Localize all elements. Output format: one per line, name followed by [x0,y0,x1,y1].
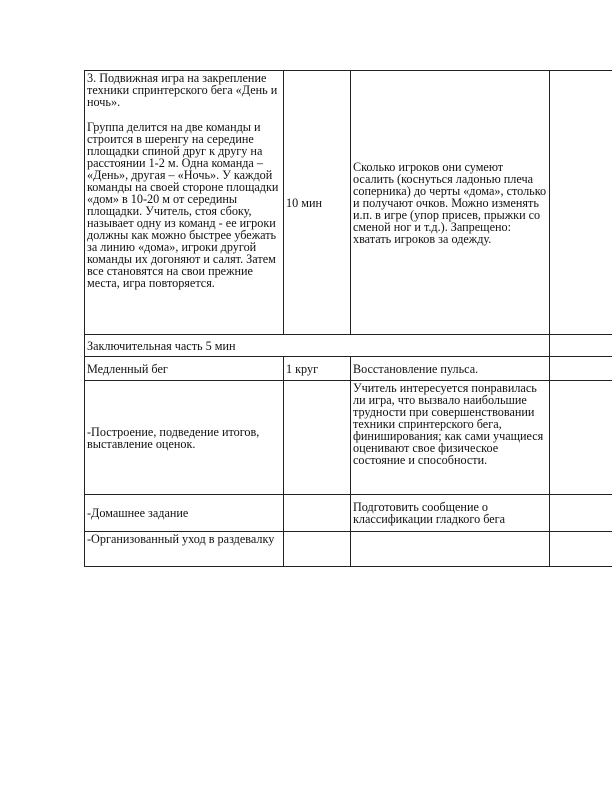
empty-cell [550,357,612,381]
table-row [85,532,612,567]
notes-cell: Восстановление пульса. [351,357,550,381]
empty-cell [550,381,612,495]
activity-cell [85,71,284,335]
notes-cell: Учитель интересуется понравилась ли игра, что вызвало наибольшие трудности при совершенствовании техники спринтерского бега, финиширования; как сами учащиеся оценивают свое физическое состояние и способности. [351,381,550,495]
activity-cell: -Организованный уход в раздевалку [85,532,284,567]
activity-cell: -Построение, подведение итогов, выставление оценок. [85,381,284,495]
section-row [85,335,612,357]
dosage-cell: 1 круг [284,357,351,381]
notes-cell: Сколько игроков они сумеют осалить (коснуться ладонью плеча соперника) до черты «дома», столько и получают очков. Можно изменять и.п. в игре (упор присев, прыжки со сменой ног и т.д.). Запрещено: хватать игроков за одежду. [351,71,550,335]
lesson-plan-table [84,70,612,567]
game-title: 3. Подвижная игра на закрепление техники спринтерского бега «День и ночь». [87,71,278,109]
activity-cell: Медленный бег [85,357,284,381]
empty-cell [550,495,612,532]
dosage-cell: 10 мин [284,71,351,335]
dosage-cell [284,495,351,532]
empty-cell [550,71,612,335]
table-row [85,71,612,335]
table-row [85,495,612,532]
game-description: Группа делится на две команды и строится в шеренгу на середине площадки спиной друг к другу на расстоянии 1-2 м. Одна команда – «День», другая – «Ночь». У каждой команды на своей стороне площадки «дом» в 10-20 м от середины площадки. Учитель, стоя сбоку, называет одну из команд - ее игроки должны как можно быстрее убежать за линию «дома», игроки другой команды их догоняют и салят. Затем все становятся на свои прежние места, игра повторяется. [87,120,279,290]
table-row [85,381,612,495]
notes-cell [351,532,550,567]
empty-cell [550,335,612,357]
notes-cell: Подготовить сообщение о классификации гладкого бега [351,495,550,532]
dosage-cell [284,532,351,567]
section-title: Заключительная часть 5 мин [85,335,550,357]
activity-cell: -Домашнее задание [85,495,284,532]
empty-cell [550,532,612,567]
table-row [85,357,612,381]
dosage-cell [284,381,351,495]
